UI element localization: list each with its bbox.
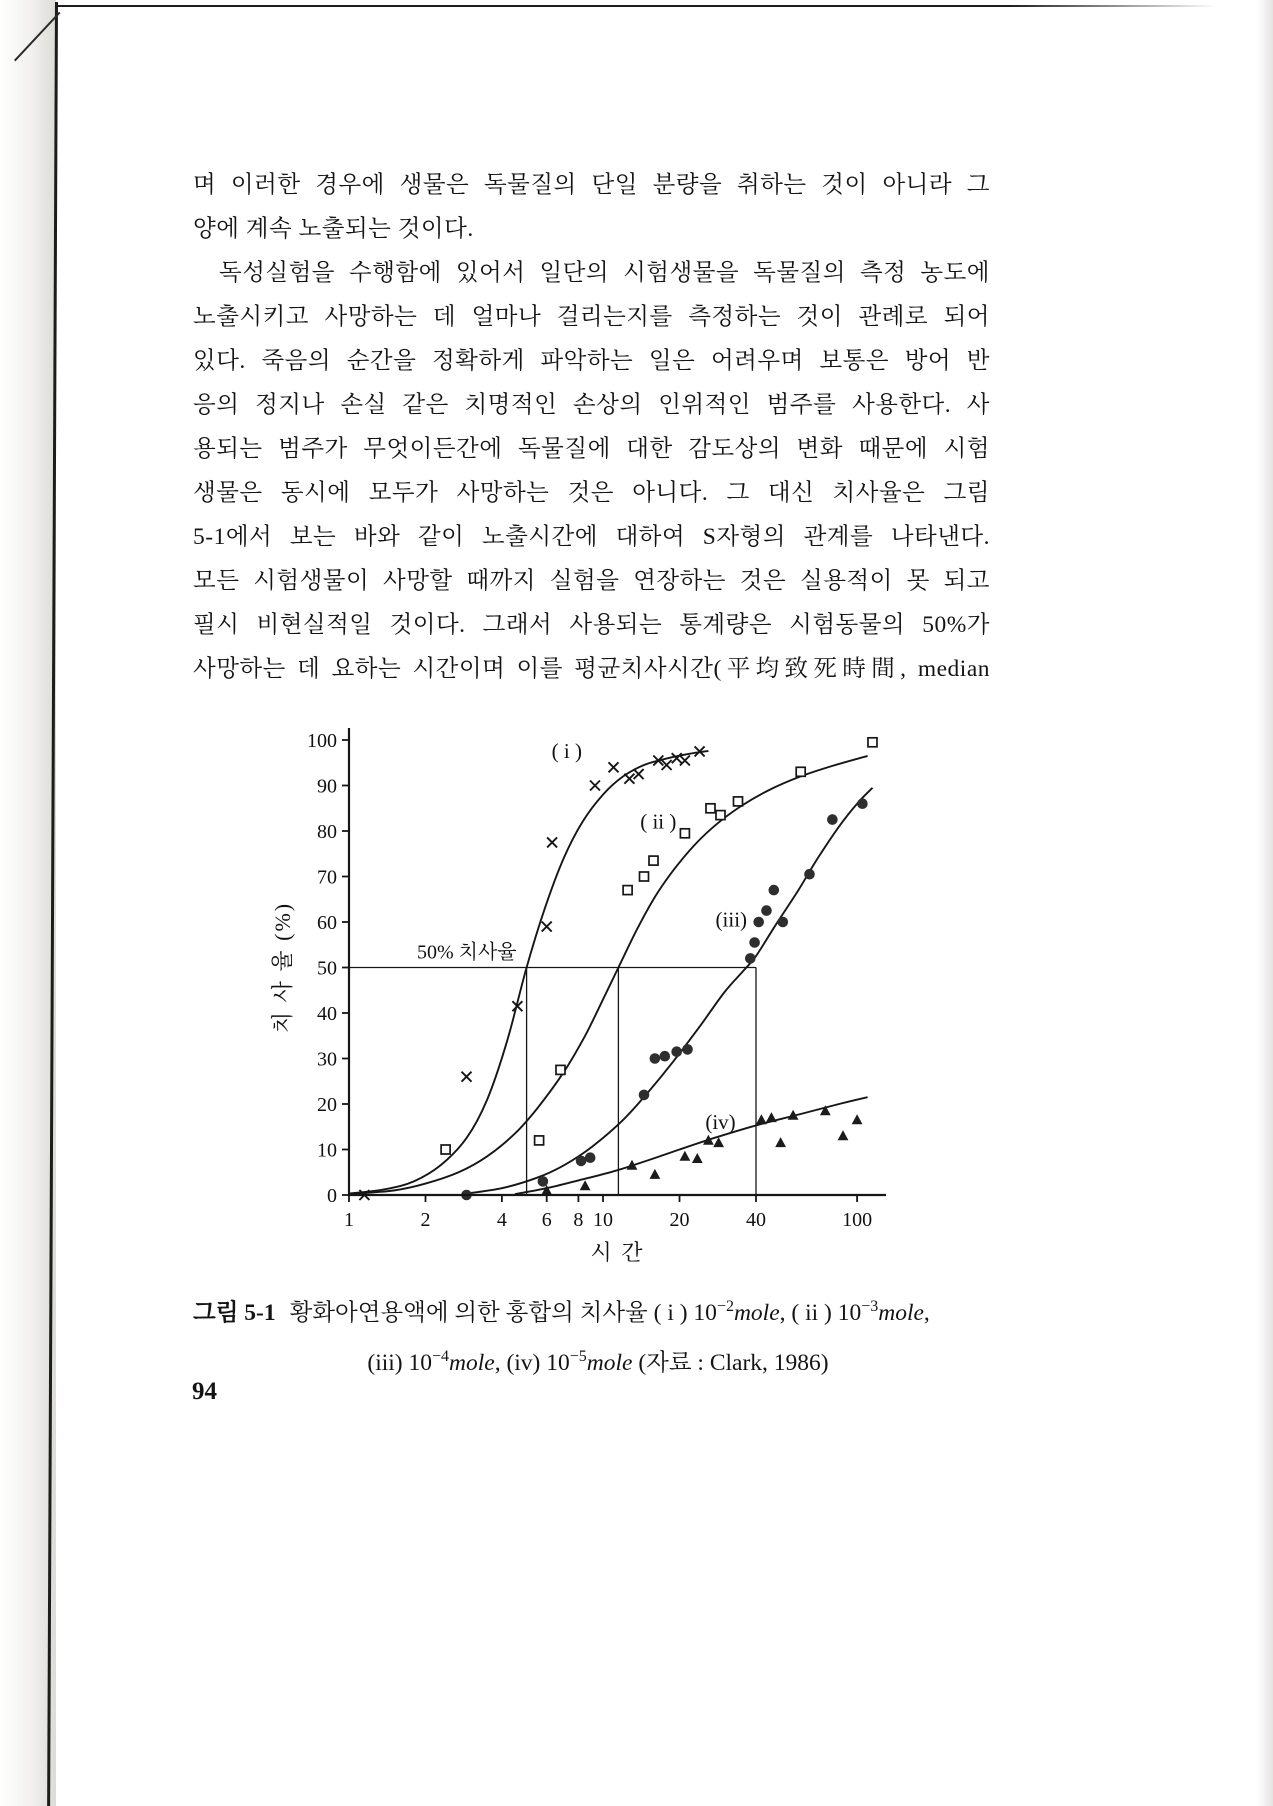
body-text-line: 사망하는 데 요하는 시간이며 이를 평균치사시간(平均致死時間, median — [193, 656, 990, 682]
mortality-time-chart — [266, 710, 926, 1268]
svg-text:70: 70 — [317, 866, 337, 889]
page-number: 94 — [192, 1378, 217, 1405]
page-edge-right — [1257, 0, 1273, 1806]
svg-text:2: 2 — [420, 1209, 431, 1231]
body-text-line: 노출시키고 사망하는 데 얼마나 걸리는지를 측정하는 것이 관례로 되어 — [193, 304, 990, 330]
svg-text:90: 90 — [317, 775, 337, 798]
svg-text:100: 100 — [307, 730, 337, 752]
svg-text:40: 40 — [317, 1003, 337, 1025]
svg-text:(iv): (iv) — [705, 1110, 736, 1134]
svg-text:50: 50 — [317, 957, 337, 980]
svg-text:80: 80 — [317, 821, 337, 843]
body-text-line: 독성실험을 수행함에 있어서 일단의 시험생물을 독물질의 측정 농도에 — [219, 260, 990, 286]
svg-text:20: 20 — [317, 1094, 337, 1116]
svg-text:1: 1 — [344, 1209, 354, 1231]
svg-text:( i ): ( i ) — [551, 739, 582, 764]
svg-text:(iii): (iii) — [715, 907, 748, 932]
body-text-line: 양에 계속 노출되는 것이다. — [193, 216, 474, 242]
body-text-line: 필시 비현실적일 것이다. 그래서 사용되는 통계량은 시험동물의 50%가 — [193, 612, 990, 638]
body-text-line: 응의 정지나 손실 같은 치명적인 손상의 인위적인 범주를 사용한다. 사 — [193, 392, 990, 418]
figure-label: 그림 5-1 — [193, 1299, 276, 1326]
body-text-line: 있다. 죽음의 순간을 정확하게 파악하는 일은 어려우며 보통은 방어 반 — [193, 348, 990, 374]
svg-text:8: 8 — [573, 1209, 584, 1231]
svg-text:10: 10 — [593, 1209, 613, 1231]
svg-text:치 사 율 (%): 치 사 율 (%) — [270, 901, 295, 1034]
figure-caption — [193, 1285, 1003, 1385]
body-text-line: 며 이러한 경우에 생물은 독물질의 단일 분량을 취하는 것이 아니라 그 — [193, 172, 990, 198]
svg-text:20: 20 — [669, 1209, 690, 1231]
svg-text:30: 30 — [317, 1048, 337, 1071]
body-text-line: 모든 시험생물이 사망할 때까지 실험을 연장하는 것은 실용적이 못 되고 — [193, 568, 990, 594]
svg-text:50% 치사율: 50% 치사율 — [416, 941, 517, 964]
figure-5-1 — [266, 710, 926, 1268]
caption-line1-rest: 황화아연용액에 의한 홍합의 치사율 ( i ) $10^{-2}mole$, ( ii ) $10^{-3}mole$, — [289, 1298, 930, 1326]
svg-text:100: 100 — [842, 1209, 873, 1231]
page-edge-top — [57, 5, 1217, 7]
svg-text:40: 40 — [746, 1209, 766, 1231]
caption-line2: (iii) $10^{-4}mole$, (iv) $10^{-5}mole$ (자료 : Clark, 1986) — [367, 1347, 829, 1376]
svg-text:10: 10 — [317, 1139, 337, 1162]
figure-caption-line1 — [193, 1285, 1003, 1335]
svg-text:4: 4 — [496, 1209, 507, 1231]
body-text-line: 용되는 범주가 무엇이든간에 독물질에 대한 감도상의 변화 때문에 시험 — [193, 436, 990, 462]
svg-text:시 간: 시 간 — [590, 1240, 645, 1265]
body-text-line: 5-1에서 보는 바와 같이 노출시간에 대하여 S자형의 관계를 나타낸다. — [193, 524, 990, 550]
svg-text:60: 60 — [317, 912, 337, 934]
svg-text:0: 0 — [327, 1185, 337, 1207]
svg-text:6: 6 — [541, 1209, 552, 1231]
body-text-block — [193, 163, 990, 691]
body-text-line: 생물은 동시에 모두가 사망하는 것은 아니다. 그 대신 치사율은 그림 — [193, 480, 990, 506]
svg-text:( ii ): ( ii ) — [640, 809, 677, 834]
